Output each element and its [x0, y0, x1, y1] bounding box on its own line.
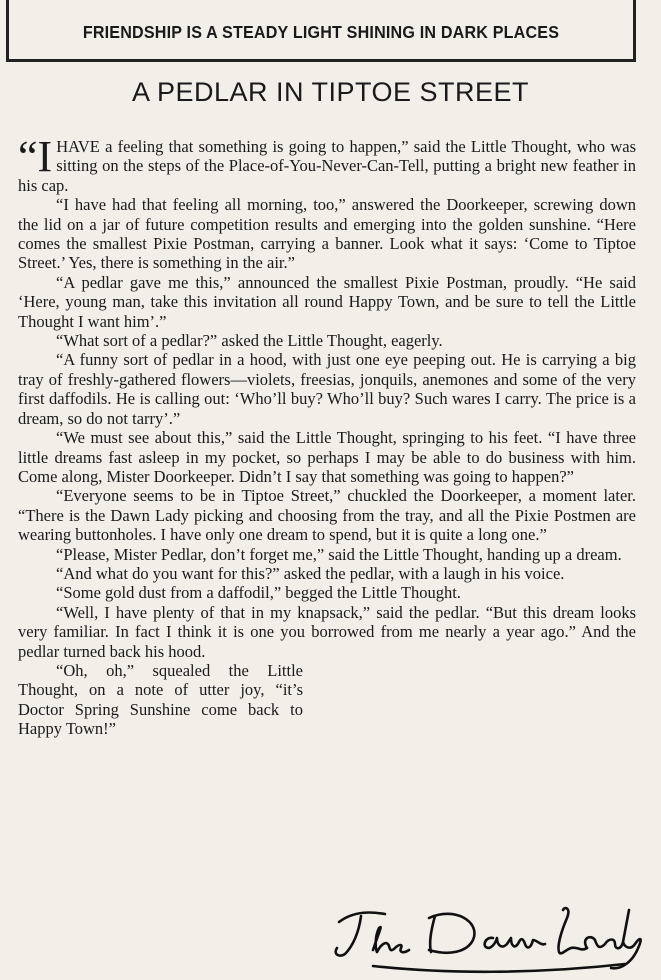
- paragraph-3: “A pedlar gave me this,” announced the smallest Pixie Postman, proudly. “He said ‘Here, young man, take this invitation all round Happy Town, and be sure to tell the Little Thought I want him’.”: [18, 272, 636, 331]
- paragraph-4: “What sort of a pedlar?” asked the Little Thought, eagerly.: [56, 331, 443, 351]
- paragraph-7: “Everyone seems to be in Tiptoe Street,” chuckled the Doorkeeper, a moment later. “There is the Dawn Lady picking and choosing from the tray, and all the Pixie Postmen are wearing buttonholes. I have only one dream to spend, but it is quite a long one.”: [18, 486, 636, 545]
- paragraph-8: “Please, Mister Pedlar, don’t forget me,” said the Little Thought, handing up a dream.: [56, 544, 622, 564]
- drop-cap: “I: [18, 132, 53, 181]
- banner-box: [6, 0, 636, 62]
- dawn-lady-signature: [325, 888, 645, 980]
- paragraph-5: “A funny sort of pedlar in a hood, with just one eye peeping out. He is carrying a big tray of freshly-gathered flowers—violets, freesias, jonquils, anemones and some of the very first daffodils. He is calling out: ‘Who’ll buy? Who’ll buy? Such wares I carry. The price is a dream, so do not tarry’.”: [18, 350, 636, 428]
- paragraph-12: “Oh, oh,” squealed the Little Thought, on a note of utter joy, “it’s Doctor Spring Sunshine come back to Happy Town!”: [18, 660, 303, 739]
- paragraph-10: “Some gold dust from a daffodil,” begged the Little Thought.: [56, 583, 461, 603]
- paragraph-11: “Well, I have plenty of that in my knapsack,” said the pedlar. “But this dream looks very familiar. In fact I think it is one you borrowed from me nearly a year ago.” And the pedlar turned back his hood.: [18, 602, 636, 661]
- article-body: [18, 132, 636, 739]
- banner-motto: FRIENDSHIP IS A STEADY LIGHT SHINING IN DARK PLACES: [82, 22, 560, 42]
- paragraph-1: “I HAVE a feeling that something is going to happen,” said the Little Thought, who was sitting on the steps of the Place-of-You-Never-Can-Tell, putting a bright new feather in his cap.: [18, 132, 636, 195]
- article-headline: A PEDLAR IN TIPTOE STREET: [131, 77, 530, 107]
- paragraph-9: “And what do you want for this?” asked the pedlar, with a laugh in his voice.: [56, 563, 565, 583]
- paragraph-2: “I have had that feeling all morning, too,” answered the Doorkeeper, screwing down the lid on a jar of future competition results and emerging into the golden sunshine. “Here comes the smallest Pixie Postman, carrying a banner. Look what it says: ‘Come to Tiptoe Street.’ Yes, there is something in the air.”: [18, 195, 636, 273]
- paragraph-6: “We must see about this,” said the Little Thought, springing to his feet. “I have three little dreams fast asleep in my pocket, so perhaps I may be able to do business with him. Come along, Mister Doorkeeper. Didn’t I say that something was going to happen?”: [18, 428, 636, 486]
